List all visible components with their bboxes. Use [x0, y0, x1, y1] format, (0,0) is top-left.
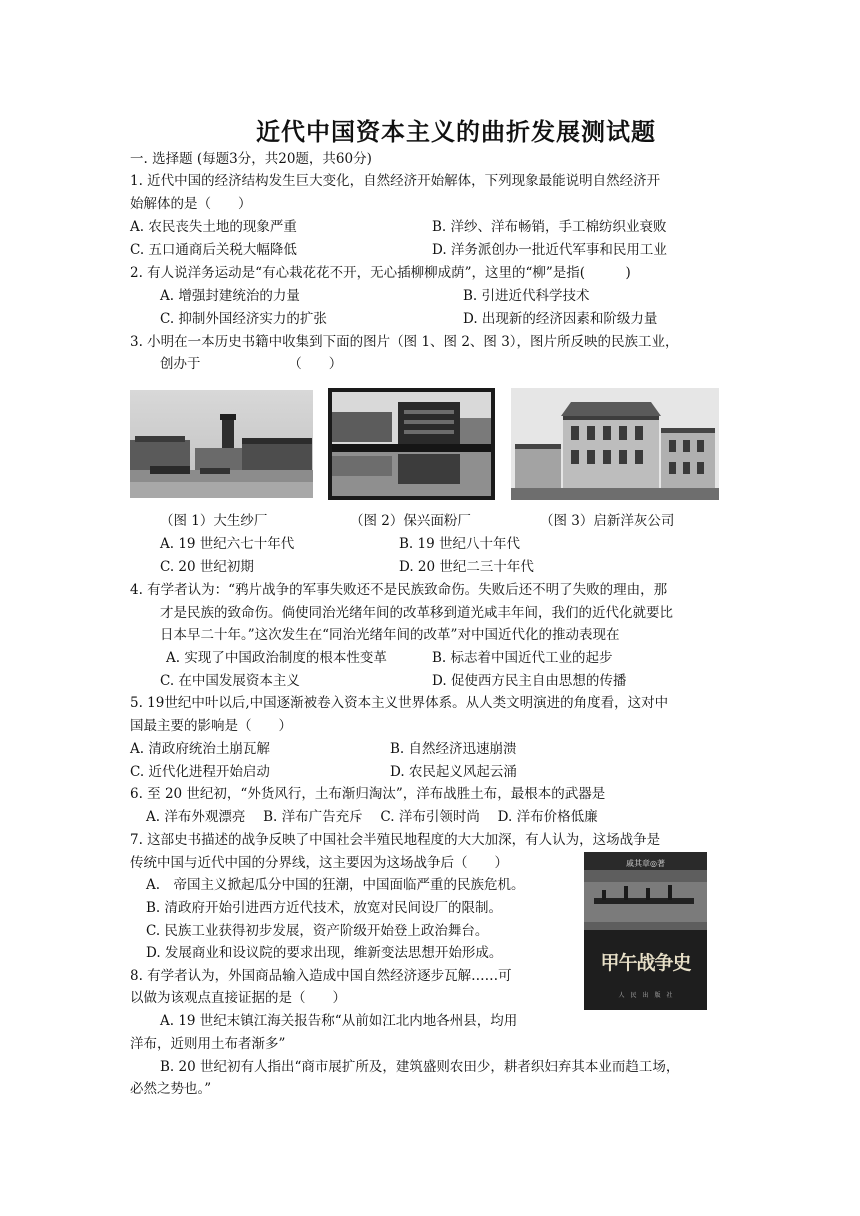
q2-option-c: C. 抑制外国经济实力的扩张 — [160, 311, 327, 327]
q3-stem-line2: 创办于 （ ） — [160, 356, 343, 372]
q7-option-b: B. 清政府开始引进西方近代技术，放宽对民间设厂的限制。 — [146, 900, 503, 916]
q1-option-b: B. 洋纱、洋布畅销，手工棉纺织业衰败 — [432, 219, 667, 235]
q4-stem-line1: 4. 有学者认为：“鸦片战争的军事失败还不是民族致命伤。失败后还不明了失败的理由，那 — [130, 582, 668, 598]
q7-option-c: C. 民族工业获得初步发展，资产阶级开始登上政治舞台。 — [146, 923, 489, 939]
q8-option-a-line1: A. 19 世纪末镇江海关报告称“从前如江北内地各州县，均用 — [160, 1013, 518, 1029]
q3-option-b: B. 19 世纪八十年代 — [399, 536, 520, 552]
photo-qixin-cement-company — [511, 388, 719, 500]
q8-stem-line2: 以做为该观点直接证据的是（ ） — [130, 990, 346, 1006]
q5-option-a: A. 清政府统治土崩瓦解 — [130, 741, 270, 757]
q6-options: A. 洋布外观漂亮 B. 洋布广告充斥 C. 洋布引领时尚 D. 洋布价格低廉 — [146, 809, 598, 825]
q4-option-d: D. 促使西方民主自由思想的传播 — [432, 673, 627, 689]
q1-option-c: C. 五口通商后关税大幅降低 — [130, 242, 297, 258]
book-author: 戚其章◎著 — [626, 859, 665, 868]
q8-option-b-line2: 必然之势也。” — [130, 1081, 212, 1097]
book-title: 甲午战争史 — [600, 952, 691, 974]
photo-dasheng-mill — [130, 390, 313, 498]
q3-option-a: A. 19 世纪六七十年代 — [160, 536, 295, 552]
q5-option-b: B. 自然经济迅速崩溃 — [390, 741, 517, 757]
q1-option-a: A. 农民丧失土地的现象严重 — [130, 219, 297, 235]
q1-option-d: D. 洋务派创办一批近代军事和民用工业 — [432, 242, 667, 258]
q3-option-c: C. 20 世纪初期 — [160, 559, 254, 575]
q5-option-d: D. 农民起义风起云涌 — [390, 764, 517, 780]
q8-stem-line1: 8. 有学者认为，外国商品输入造成中国自然经济逐步瓦解……可 — [130, 968, 512, 984]
photo-caption-2: （图 2）保兴面粉厂 — [350, 513, 471, 529]
q1-stem-line2: 始解体的是（ ） — [130, 196, 252, 212]
q2-option-b: B. 引进近代科学技术 — [463, 288, 590, 304]
q3-option-d: D. 20 世纪二三十年代 — [399, 559, 534, 575]
q5-stem-line1: 5. 19世纪中叶以后,中国逐渐被卷入资本主义世界体系。从人类文明演进的角度看，这对中 — [130, 695, 669, 711]
q2-stem: 2. 有人说洋务运动是“有心栽花花不开，无心插柳柳成荫”，这里的“柳”是指( ) — [130, 265, 631, 281]
q7-option-d: D. 发展商业和设议院的要求出现，维新变法思想开始形成。 — [146, 945, 503, 961]
q4-option-a: A. 实现了中国政治制度的根本性变革 — [166, 650, 387, 666]
q6-stem: 6. 至 20 世纪初，“外货风行，土布渐归淘汰”，洋布战胜土布，最根本的武器是 — [130, 786, 606, 802]
q4-stem-line2: 才是民族的致命伤。倘使同治光绪年间的改革移到道光咸丰年间，我们的近代化就要比 — [160, 605, 673, 621]
book-publisher: 人 民 出 版 社 — [618, 992, 673, 999]
q2-option-a: A. 增强封建统治的力量 — [160, 288, 300, 304]
q5-option-c: C. 近代化进程开始启动 — [130, 764, 270, 780]
section-heading: 一. 选择题 (每题3分，共20题，共60分) — [130, 151, 372, 167]
q7-stem-line2: 传统中国与近代中国的分界线，这主要因为这场战争后（ ） — [130, 855, 508, 871]
q2-option-d: D. 出现新的经济因素和阶级力量 — [463, 311, 658, 327]
q8-option-b-line1: B. 20 世纪初有人指出“商市展扩所及，建筑盛则农田少，耕者织妇弃其本业而趋工场， — [160, 1059, 680, 1075]
q4-option-c: C. 在中国发展资本主义 — [160, 673, 300, 689]
photo-caption-1: （图 1）大生纱厂 — [160, 513, 268, 529]
photo-baoxing-flour-mill — [328, 388, 495, 500]
q5-stem-line2: 国最主要的影响是（ ） — [130, 718, 292, 734]
q1-stem-line1: 1. 近代中国的经济结构发生巨大变化，自然经济开始解体，下列现象最能说明自然经济开 — [130, 173, 661, 189]
q8-option-a-line2: 洋布，近则用土布者渐多” — [130, 1036, 286, 1052]
page-title: 近代中国资本主义的曲折发展测试题 — [256, 118, 656, 146]
q3-stem-line1: 3. 小明在一本历史书籍中收集到下面的图片（图 1、图 2、图 3），图片所反映的民族工业， — [130, 334, 679, 350]
q7-stem-line1: 7. 这部史书描述的战争反映了中国社会半殖民地程度的大大加深，有人认为，这场战争是 — [130, 832, 661, 848]
q4-option-b: B. 标志着中国近代工业的起步 — [432, 650, 613, 666]
q4-stem-line3: 日本早二十年。”这次发生在“同治光绪年间的改革”对中国近代化的推动表现在 — [160, 627, 620, 643]
book-cover-image — [584, 852, 707, 1010]
photo-caption-3: （图 3）启新洋灰公司 — [540, 513, 675, 529]
q7-option-a: A. 帝国主义掀起瓜分中国的狂潮，中国面临严重的民族危机。 — [146, 877, 525, 893]
